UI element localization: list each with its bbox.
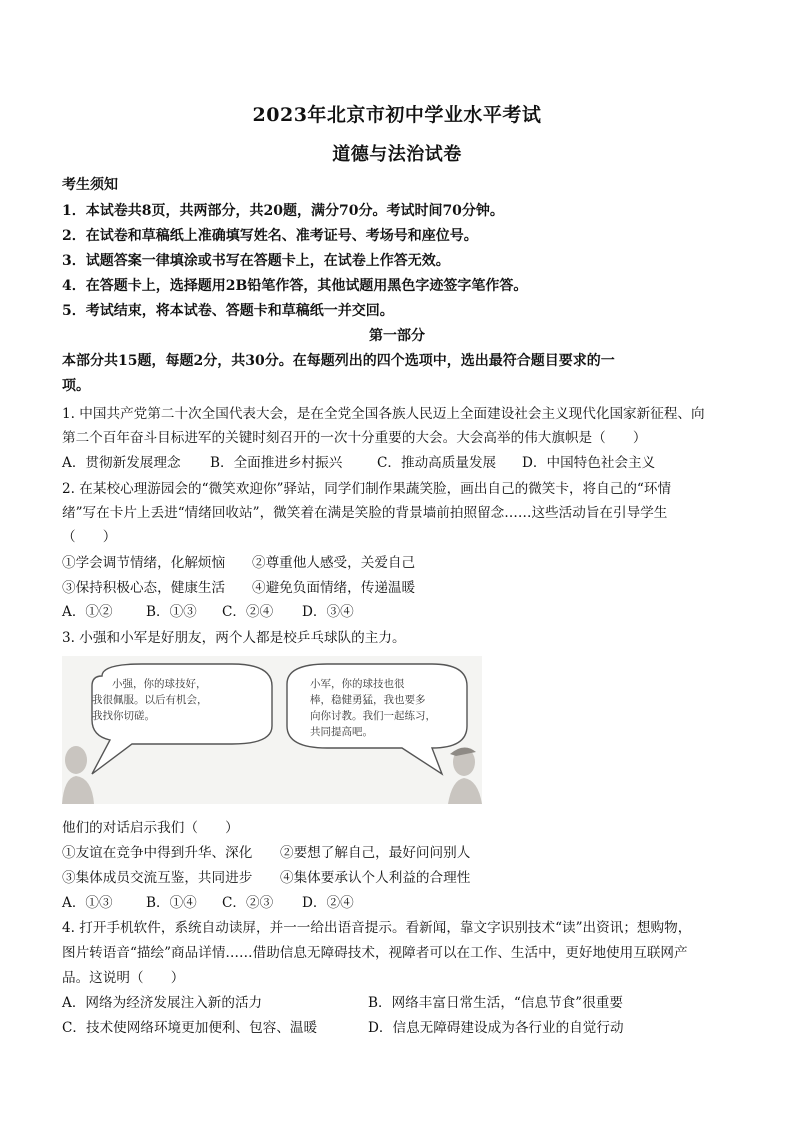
notice-item-3: 3．试题答案一律填涂或书写在答题卡上，在试卷上作答无效。: [62, 253, 450, 269]
q3-option-a: A．①③: [62, 895, 113, 911]
q4-option-d: D．信息无障碍建设成为各行业的自觉行动: [368, 1020, 624, 1036]
exam-subtitle: 道德与法治试卷: [332, 144, 462, 165]
q1-option-c: C．推动高质量发展: [377, 455, 497, 471]
notice-item-5: 5．考试结束，将本试卷、答题卡和草稿纸一并交回。: [62, 303, 394, 319]
q1-option-d: D．中国特色社会主义: [522, 455, 656, 471]
left-person-head: [65, 746, 87, 774]
q2-option-b: B．①③: [146, 604, 197, 620]
q3-option-c: C．②③: [222, 895, 274, 911]
q1-option-b: B．全面推进乡村振兴: [210, 455, 343, 471]
q2-choice-2: ②尊重他人感受，关爱自己: [252, 555, 416, 571]
q2-choice-3: ③保持积极心态，健康生活: [62, 580, 226, 596]
q3-choice-3: ③集体成员交流互鉴，共同进步: [62, 870, 253, 886]
q1-line1: 1. 中国共产党第二十次全国代表大会，是在全党全国各族人民迈上全面建设社会主义现代化国家新征程、向: [62, 406, 705, 422]
q4-option-b: B．网络丰富日常生活，“信息节食”很重要: [368, 995, 623, 1011]
q2-choice-4: ④避免负面情绪，传递温暖: [252, 580, 416, 596]
right-bubble-text: [310, 676, 436, 740]
right-bubble-line-1: 小军，你的球技也很: [310, 678, 405, 690]
notice-item-2: 2．在试卷和草稿纸上准确填写姓名、准考证号、考场号和座位号。: [62, 228, 478, 244]
q3-option-b: B．①④: [146, 895, 197, 911]
q3-choice-1: ①友谊在竞争中得到升华、深化: [62, 845, 253, 861]
left-bubble-line-3: 我找你切磋。: [92, 710, 155, 722]
q2-option-a: A．①②: [62, 604, 113, 620]
part1-intro-line2: 项。: [62, 378, 90, 394]
right-bubble-line-3: 向你讨教。我们一起练习，: [310, 710, 436, 722]
right-bubble-line-2: 棒，稳健勇猛，我也要多: [310, 694, 426, 706]
notice-item-1: 1．本试卷共8页，共两部分，共20题，满分70分。考试时间70分钟。: [62, 203, 504, 219]
notice-heading: 考生须知: [62, 177, 118, 193]
q3-choice-2: ②要想了解自己，最好问问别人: [280, 845, 471, 861]
q4-option-a: A．网络为经济发展注入新的活力: [62, 995, 263, 1011]
part1-heading: 第一部分: [369, 328, 425, 344]
q3-choice-4: ④集体要承认个人利益的合理性: [280, 870, 471, 886]
q4-option-c: C．技术使网络环境更加便利、包容、温暖: [62, 1020, 318, 1036]
q3-line2: 他们的对话启示我们（ ）: [62, 820, 239, 836]
left-bubble-line-2: 我很佩服。以后有机会，: [92, 694, 208, 706]
q2-line1: 2. 在某校心理游园会的“微笑欢迎你”驿站，同学们制作果蔬笑脸，画出自己的微笑卡，将自己的“环情: [62, 481, 672, 497]
exam-title: 2023年北京市初中学业水平考试: [252, 104, 542, 126]
q4-line3: 品。这说明（ ）: [62, 970, 185, 986]
q2-line2: 绪”写在卡片上丢进“情绪回收站”，微笑着在满是笑脸的背景墙前拍照留念……这些活动旨在引导学生: [62, 505, 668, 521]
q3-line1: 3. 小强和小军是好朋友，两个人都是校乒乓球队的主力。: [62, 630, 406, 646]
q4-line2: 图片转语音“描绘”商品详情……借助信息无障碍技术，视障者可以在工作、生活中，更好地使用互联网产: [62, 945, 688, 961]
q1-option-a: A．贯彻新发展理念: [62, 455, 181, 471]
left-bubble-line-1: 小强，你的球技好，: [112, 678, 207, 690]
q2-choice-1: ①学会调节情绪，化解烦恼: [62, 555, 226, 571]
left-bubble-text: [92, 676, 208, 724]
q2-option-c: C．②④: [222, 604, 274, 620]
notice-item-4: 4．在答题卡上，选择题用2B铅笔作答，其他试题用黑色字迹签字笔作答。: [62, 278, 528, 294]
right-bubble-line-4: 共同提高吧。: [310, 726, 373, 738]
q4-line1: 4. 打开手机软件，系统自动读屏，并一一给出语音提示。看新闻，靠文字识别技术“读”出资讯；想购物，: [62, 920, 692, 936]
q3-option-d: D．②④: [302, 895, 354, 911]
q2-line3: （ ）: [62, 529, 117, 545]
q2-option-d: D．③④: [302, 604, 354, 620]
q1-line2: 第二个百年奋斗目标进军的关键时刻召开的一次十分重要的大会。大会高举的伟大旗帜是（ ）: [62, 430, 647, 446]
part1-intro-line1: 本部分共15题，每题2分，共30分。在每题列出的四个选项中，选出最符合题目要求的一: [62, 353, 615, 369]
